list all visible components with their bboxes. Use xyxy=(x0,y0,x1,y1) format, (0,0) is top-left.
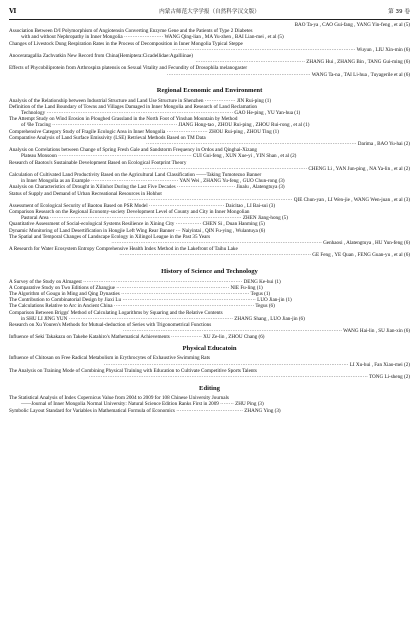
contents-entry-line: Comprehensive Category Study of Fragile Ecologic Area in Inner Mongolia ························ ZHOU Rui-ping , ZHOU Ting (1) xyxy=(9,128,279,135)
contents-entry-line: ··································································································································································· TONG Li-sheng (2) xyxy=(88,374,410,380)
contents-entry-line: in SHU LI JING YUN ································································································ ZHANG Shang , LUO Jian-jin (6) xyxy=(21,315,305,322)
contents-entry-line: with and without Nephropathy in Inner Mongolia ······················· WANG Qing-lian , MA Yu-zhen , BAI Lian-mei , et al (5) xyxy=(21,34,284,41)
contents-entry-line: Calculation of Cultivated Land Productivity Based on the Agricultural Land Classification ——Taking Tumotezuo Banner xyxy=(9,171,262,178)
contents-entry-line: Research on Xu Youren's Methods for Mutual-deduction of Series with Trigonometrical Functions xyxy=(9,321,212,328)
contents-entry-line: Quantitative Assessment of Social-ecological Systems Resilience in Xining City ··············· CHEN Si , Duan Hanming (5) xyxy=(9,221,265,228)
contents-entry-line: Effects of Phycobiliprotein from Arthrospira platensis on Sexual Vitality and Fecundity of Drosophila melanogaster xyxy=(9,65,248,72)
contents-entry-line: ··························································································································· Genhaosi , Alatengtuya , HU Yun-feng (6) xyxy=(111,240,410,246)
contents-entry-line: ···················································································· WANG Ta-na , TAI Li-hua , Tuyagerile et al (6) xyxy=(166,71,410,78)
contents-entry-line: Status of Supply and Demand of Urban Recreational Resources in Hohhot xyxy=(9,190,162,197)
contents-entry-line: Changes of Livestock Dung Respiration Rates in the Process of Decomposition in Inner Mongolia Typical Steppe xyxy=(9,40,243,47)
contents-entry-line: A Comparative Study on Two Editions of Zhangjue ·································································· NIE Fu-ling (1) xyxy=(9,284,263,291)
contents-entry-line: Analysis on Correlations between Change of Spring Fresh Gale and Sandstorm Frequency in Ordos and Qinghai-Xizang xyxy=(9,147,257,154)
journal-title: 内蒙古师范大学学报（自然科学汉文版） xyxy=(159,9,260,15)
contents-entry-line: Comparison Research on the Regional Economy-society Development Level of County and City in Inner Mongolian xyxy=(9,209,250,216)
contents-entry-line: Research of Baotou's Sustainable Development Based on Ecological Footprint Theory xyxy=(9,159,187,166)
section-heading: Regional Economic and Environment xyxy=(156,86,263,94)
contents-entry-line: A Survey of the Study on Almagest ····························································································· DENG Ke-hui (1) xyxy=(9,278,281,285)
contents-entry-line: The Statistical Analysis of Index Copernicus Value from 2004 to 2009 for 108 Chinese University Journals xyxy=(9,395,229,402)
section-heading: Editing xyxy=(199,385,220,393)
contents-entry-line: ································································································································ WANG Hai-lin , SU Jian-xin (6) xyxy=(122,328,410,335)
contents-entry-line: Analysis of the Relationship between Industrial Structure and Land Use Structure in Shenzhen ·················· JIN Rui-ping (1) xyxy=(9,97,272,104)
contents-entry-line: Influence of Seki Takakazu on Takebe Katahiro's Mathematical Achievements ·················· XU Ze-lin , ZHOU Chang (6) xyxy=(9,334,265,341)
section-heading: Physical Educatoin xyxy=(182,345,237,353)
contents-entry-line: ··········································································································· Wuyun , LIU Xin-min (6) xyxy=(172,46,410,53)
contents-entry-line: The Calculations Relative to Arc in Ancient China ·················································································· Tegus (6) xyxy=(9,303,275,310)
section-heading: History of Science and Technology xyxy=(161,267,258,275)
contents-entry-line: The Attempt Study on Wind Erosion in Ploughed Grassland in the North Foot of Yinshan Mountain by Method xyxy=(9,116,238,123)
page-number: Ⅵ xyxy=(9,8,17,15)
contents-entry-line: Dynamic Monitoring of Land Desertification in Hongjie Left Wing Rear Banner ··· Naiyintai , QIN Fu-ying , Wulantuya (6) xyxy=(9,227,266,234)
page-header xyxy=(9,6,410,18)
contents-entry-line: Assessment of Ecological Security of Baotou Based on PSR Model ············································ Daicitao , LI Bai-sui (3) xyxy=(9,202,276,209)
contents-entry-line: Anoceratagallia Zachvatkin New Record from China(Hemiptera:Cicadellidae:Agalliinae) xyxy=(9,52,193,59)
contents-entry-line: The Contribution to Combinatorial Design by Jiaxi Lu ·············································································· LUO Jian-jin (1) xyxy=(9,297,292,304)
contents-entry-line: The Algorithm of Gougu in Ming and Qing Dynasties ··········································································· Tegus (1) xyxy=(9,290,271,297)
contents-entry-line: Pastoral Area ················································································································ ZHEN Jiang-hong (5) xyxy=(21,215,288,222)
contents-entry-line: Plateau Monsoon ·············································································· CUI Gui-feng , XUN Xue-yi , YIN Shan , et al (2) xyxy=(21,153,297,160)
contents-list xyxy=(9,22,410,414)
contents-entry-line: Technology ············································································································· GAO He-ping , YU Yan-hua (1) xyxy=(21,110,301,117)
contents-entry-line: ································································································ CHENG Li , YAN Jun-ping , NA Ya-lin , et al (2) xyxy=(142,165,410,172)
contents-entry-line: A Research for Water Ecosystem Entropy Comprehensive Health Index Method in the Lakefront of Taihu Lake xyxy=(9,246,238,253)
header-rule xyxy=(9,19,410,20)
contents-entry-line: The Analysis on Training Mode of Combining Physical Training with Education to Cultivate Competitive Sports Talents xyxy=(9,367,257,374)
contents-entry-line: Definition of the Land Boundary of Towns and Villages Damaged in Inner Mongolia and Research of Land Reclamation xyxy=(9,103,257,110)
contents-entry-line: ················································································································ GE Feng , YE Quan , FENG Guan-yu , et al (6) xyxy=(119,252,410,259)
contents-entry-line: in Inner Mongolia as an Example ··················································· YAN Wei , ZHANG Yu-feng , GUO Chun-rong (3) xyxy=(21,178,285,185)
contents-entry-line: of ¹Be Tracing ········································································· JIANG Hong-tao , ZHOU Rui-ping , ZHOU Rui-rong , et al (1) xyxy=(21,122,310,129)
contents-entry-line: ································································ ZHANG Hui , ZHANG Bin , TANG Gui-ming (6) xyxy=(195,59,410,66)
contents-entry-line: Symbolic Layout Standard for Variables in Mathematical Formula of Economics ······································· ZHANG Ying (3) xyxy=(9,407,281,414)
contents-entry-line: ··············································································································································· LI Xu-hui , Fan Xiao-mei (2) xyxy=(103,361,410,368)
contents-entry-line: Comparison Between Briggs' Method of Calculating Logarithms by Squaring and the Relative Contents xyxy=(9,309,223,316)
contents-entry-line: BAO Ta-ya , CAO Gui-fang , YANG Yin-feng , et al (5) xyxy=(294,22,410,28)
contents-entry-line: ··························································································································· Darima , BAO Yu-hai (2) xyxy=(145,141,410,147)
contents-entry-line: Influence of Chitosan on Free Radical Metabolism in Erythrocytes of Exhaustive Swimming Rats xyxy=(9,355,211,362)
contents-entry-line: Comparative Analysis of Land Surface Emissivity (LSE) Retrieval Methods Based on TM Data xyxy=(9,134,206,141)
contents-entry-line: ——Journal of Inner Mongolia Normal University: Natural Science Edition Ranks First in 2009 ········ ZHU Ping (3) xyxy=(21,401,264,408)
contents-entry-line: ································································································ QIE Chun-yan , LI Wen-jie , WANG Wen-juan , et al (3) xyxy=(128,196,410,203)
contents-entry-line: Association Between D/I Polymorphism of Angiotensin Converting Enzyme Gene and the Patients of Type 2 Diabetes xyxy=(9,28,253,35)
contents-entry-line: Analysis on Characteristics of Drought in Xilinhot During the Last Five Decades ·································· Jinalu , Alatengtuya (3) xyxy=(9,184,285,191)
volume-label: 第 39 卷 xyxy=(388,9,410,15)
contents-entry-line: The Spatial and Temporal Changes of Landscape Ecology in Xilingol League in the Past 35 Years xyxy=(9,233,211,240)
